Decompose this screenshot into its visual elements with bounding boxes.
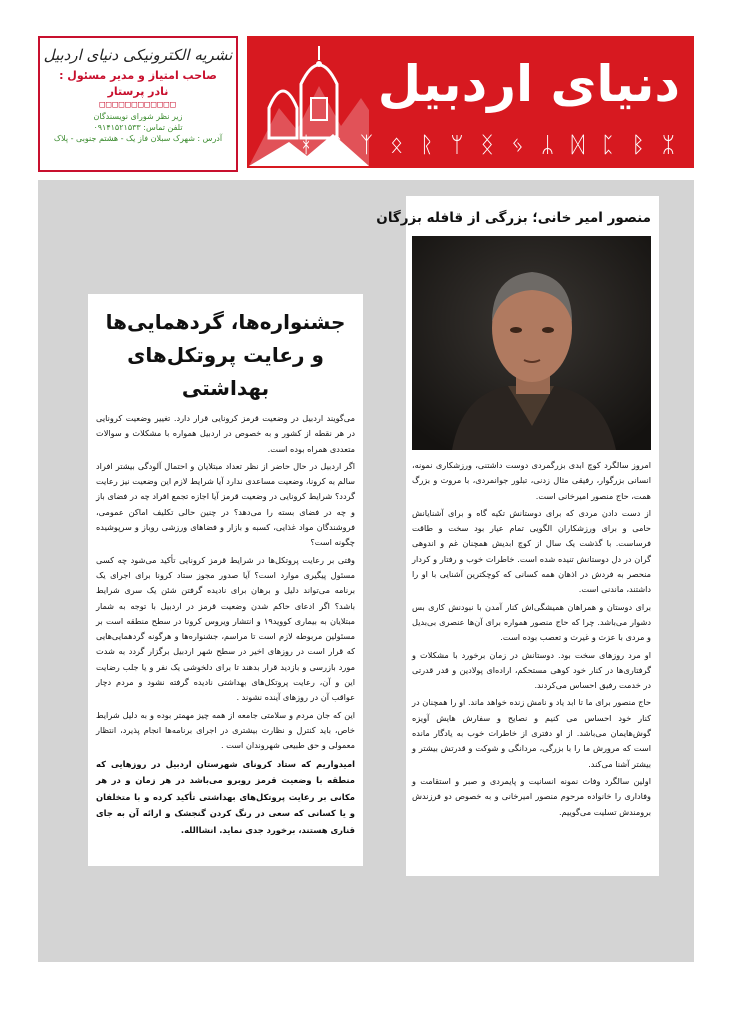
publication-name: نشریه الکترونیکی دنیای اردبیل bbox=[43, 46, 233, 64]
owner-name: نادر پرستار bbox=[107, 85, 169, 98]
paragraph: می‌گویند اردبیل در وضعیت قرمز کرونایی قرار دارد. تغییر وضعیت کرونایی در هر نقطه از کشور و به خصوص در اردبیل همواره با مشکلات و سوالات متعددی همراه بوده است. bbox=[96, 413, 355, 454]
article-left-title bbox=[96, 306, 355, 405]
phone-line: تلفن تماس: ۰۹۱۴۱۵۲۱۵۳۳ bbox=[93, 123, 183, 132]
masthead-banner bbox=[247, 36, 694, 168]
article-right-body bbox=[412, 458, 651, 820]
paragraph: او مرد روزهای سخت بود. دوستانش در زمان برخورد با مشکلات و گرفتاری‌ها در کنار خود کوهی مستحکم، اراده‌ای پولادین و قدر قدرتی در خدمت رفیق احساس می‌کردند. bbox=[412, 649, 651, 691]
paragraph: اگر اردبیل در حال حاضر از نظر تعداد مبتلایان و احتمال آلودگی بیشتر افراد سالم به کرونا، وضعیت مساعدی ندارد آیا شرایط لازم این وضعیت نیز رعایت گردد؟ شرایط کرونایی در وضعیت قرمز آیا اجازه تجمع افراد چه در فضای باز و چه در فضای بسته را می‌دهد؟ در چنین حالی تکلیف اماکن عمومی، فروشندگان مواد غذایی، کسبه و بازار و فضاهای ورزشی روباز و سرپوشیده چگونه است؟ bbox=[96, 460, 355, 548]
placeholder-boxes: □□□□□□□□□□□□ bbox=[99, 100, 177, 110]
glyph-row: ᚼ ᛏ ᛉ ᛟ ᚱ ᛘ ᛝ ᛃ ᛦ ᛞ ᛈ ᛒ ᛯ bbox=[299, 133, 680, 158]
paragraph: وقتی بر رعایت پروتکل‌ها در شرایط قرمز کرونایی تأکید می‌شود چه کسی مسئول پیگیری موارد است؟ آیا صدور مجوز ستاد کرونا برای اجرای یک برنامه می‌تواند دلیل و برهان برای نادیده گرفتن شئن یک سری شرایط باشد؟ اگر ادعای حاکم شدن وضعیت قرمز در اردبیل با توجه به شمار مبتلایان به بیماری کووید۱۹ و انتشار ویروس کرونا در سطح منطقه است بر مسئولین مربوطه لازم است تا مراسم، جشنواره‌ها و هرگونه گردهمایی‌هایی که قرار است در روزهای اخیر در سطح شهر اردبیل برگزار گردد به شدت مورد بازرسی و بازدید قرار بدهند تا برای دلخوشی یک نفر و یا جلب رضایت این و آن، رعایت پروتکل‌های بهداشتی نادیده گرفته نشود و مردم دچار عواقب آن در روزهای آینده نشوند . bbox=[96, 554, 355, 703]
paragraph: اولین سالگرد وفات نمونه انسانیت و پایمردی و صبر و استقامت و وفاداری را خانواده مرحوم منصور امیرخانی و به خصوص دو فرزندش برومندش تسلیت می‌گوییم. bbox=[412, 775, 651, 817]
article-left-column bbox=[88, 294, 363, 866]
newspaper-title: دنیای اردبیل bbox=[377, 55, 680, 113]
article-left-body bbox=[96, 411, 355, 838]
owner-role: صاحب امتیاز و مدیر مسئول : bbox=[59, 69, 217, 82]
address-line: آدرس : شهرک سبلان فاز یک - هشتم جنوبی - پلاک bbox=[53, 134, 223, 143]
article-right-column bbox=[376, 196, 659, 876]
council-line: زیر نظر شورای نویسندگان bbox=[93, 112, 183, 121]
paragraph: از دست دادن مردی که برای دوستانش تکیه گاه و برای آشنایانش حامی و برای ورزشکاران الگویی تمام عیار بود سخت و طاقت فرساست. با گذشت یک سال از کوچ ابدیش همچنان غم و اندوهی گران در دل دوستانش تنیده شده است. خاطرات خوب و رفتار و کردار منحصر به فردش در اذهان همه کسانی که کوچکترین آشنایی با او را داشتند، ماندنی است. bbox=[412, 507, 651, 595]
paragraph: امروز سالگرد کوچ ابدی بزرگمردی دوست داشتنی، ورزشکاری نمونه، انسانی بزرگوار، رفیقی مثال زدنی، تبلور جوانمردی، با مروت و بزرگ همت، حاج منصور امیرخانی است. bbox=[412, 460, 651, 501]
paragraph: این که جان مردم و سلامتی جامعه از همه چیز مهمتر بوده و به دلیل شرایط خاص، باید کنترل و نظارت بیشتری در اجرای برنامه‌ها انجام پذیرد، انتظار معمولی و حق طبیعی شهروندان است . bbox=[96, 709, 355, 751]
paragraph: حاج منصور برای ما تا ابد یاد و نامش زنده خواهد ماند. او را همچنان در کنار خود احساس می کنیم و نصایح و سفارش هایش آویزه گوش‌هایمان می‌باشد. از او دفتری از خاطرات خوب به یادگار مانده است که مرورش ما را با بزرگی، مردانگی و شوکت و قدرتش بیشتر و بیشتر آشنا می‌کند. bbox=[412, 697, 651, 769]
paragraph: برای دوستان و همراهان همیشگی‌اش کنار آمدن با نبودنش کاری بس دشوار می‌باشد. چرا که حاج منصور همواره برای آن‌ها عنصری بی‌بدیل و مردی با عزت و غیرت و تعصب بوده است. bbox=[412, 601, 651, 643]
article-right-title: منصور امیر خانی؛ بزرگی از قافله بزرگان bbox=[376, 210, 651, 226]
article-left-title-line1: جشنواره‌ها، گردهمایی‌ها bbox=[105, 310, 346, 334]
portrait-photo bbox=[412, 236, 651, 450]
article-left-title-line2: و رعایت پروتکل‌های بهداشتی bbox=[127, 343, 324, 400]
masthead-info-box bbox=[38, 36, 238, 172]
paragraph-bold: امیدواریم که ستاد کرونای شهرستان اردبیل در روزهایی که منطقه با وضعیت قرمز روبرو می‌باشد در هر زمان و در هر مکانی بر رعایت پروتکل‌های بهداشتی تأکید کرده و با متخلفان و یا کسانی که سعی در رنگ کردن گنجشک و ارائه آن به جای قناری هستند، برخورد جدی نماید. انشاالله. bbox=[96, 758, 355, 835]
